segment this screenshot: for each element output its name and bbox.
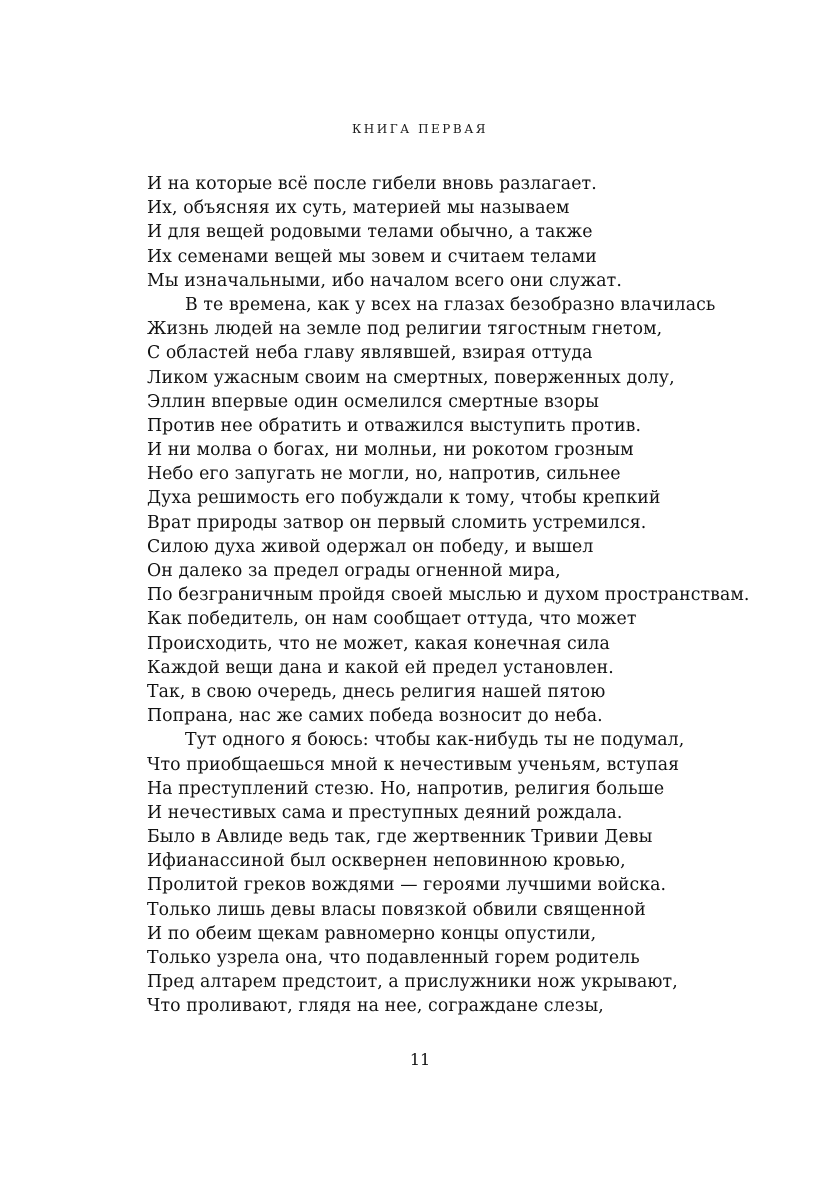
verse-line: Пролитой греков вождями — героями лучшими войска. xyxy=(147,875,667,896)
verse-line: Пред алтарем предстоит, а прислужники нож укрывают, xyxy=(147,972,678,993)
verse-line: Было в Авлиде ведь так, где жертвенник Тривии Девы xyxy=(147,827,653,848)
verse-line: Только узрела она, что подавленный горем родитель xyxy=(147,948,640,968)
verse-line: Духа решимость его побуждали к тому, чтобы крепкий xyxy=(147,488,661,509)
verse-line: Против нее обратить и отважился выступить против. xyxy=(147,415,642,436)
verse-line: С областей неба главу являвшей, взирая оттуда xyxy=(147,343,593,364)
verse-line: Их семенами вещей мы зовем и считаем телами xyxy=(147,246,597,267)
verse-line: Врат природы затвор он первый сломить устремился. xyxy=(147,512,647,533)
verse-line: Жизнь людей на земле под религии тягостным гнетом, xyxy=(147,319,663,340)
verse-line: Небо его запугать не могли, но, напротив, сильнее xyxy=(147,464,621,485)
verse-line-indented: В те времена, как у всех на глазах безобразно влачилась xyxy=(185,294,716,315)
verse-line: По безграничным пройдя своей мыслью и духом пространствам. xyxy=(147,585,750,606)
verse-line-indented: Тут одного я боюсь: чтобы как-нибудь ты не подумал, xyxy=(185,730,685,751)
verse-line: Ифианассиной был осквернен неповинною кровью, xyxy=(147,851,626,872)
verse-line: Что проливают, глядя на нее, сограждане слезы, xyxy=(147,996,604,1017)
verse-line: И нечестивых сама и преступных деяний рождала. xyxy=(147,802,623,823)
verse-line: Что приобщаешься мной к нечестивым ученьям, вступая xyxy=(147,754,680,775)
verse-line: Каждой вещи дана и какой ей предел установлен. xyxy=(147,657,614,678)
verse-line: Он далеко за предел ограды огненной мира, xyxy=(147,561,561,581)
verse-line: На преступлений стезю. Но, напротив, религия больше xyxy=(147,778,665,799)
running-head: КНИГА ПЕРВАЯ xyxy=(352,122,488,136)
verse-line: Так, в свою очередь, днесь религия нашей пятою xyxy=(147,681,606,702)
verse-line: Попрана, нас же самих победа возносит до неба. xyxy=(147,706,603,727)
verse-line: Только лишь девы власы повязкой обвили священной xyxy=(147,899,646,920)
verse-line: Эллин впервые один осмелился смертные взоры xyxy=(147,391,599,412)
verse-line: И на которые всё после гибели вновь разлагает. xyxy=(147,174,597,194)
page-number: 11 xyxy=(409,1050,431,1069)
verse-line: И ни молва о богах, ни молньи, ни рокотом грозным xyxy=(147,440,634,461)
verse-line: Как победитель, он нам сообщает оттуда, что может xyxy=(147,609,637,630)
verse-line: Происходить, что не может, какая конечная сила xyxy=(147,633,610,654)
verse-line: И для вещей родовыми телами обычно, а также xyxy=(147,222,593,243)
verse-line: И по обеим щекам равномерно концы опустили, xyxy=(147,923,597,944)
poem-text xyxy=(147,172,750,1019)
verse-line: Их, объясняя их суть, материей мы называем xyxy=(147,198,570,219)
verse-line: Ликом ужасным своим на смертных, поверженных долу, xyxy=(147,367,675,388)
verse-line: Силою духа живой одержал он победу, и вышел xyxy=(147,536,594,557)
verse-line: Мы изначальными, ибо началом всего они служат. xyxy=(147,270,622,291)
